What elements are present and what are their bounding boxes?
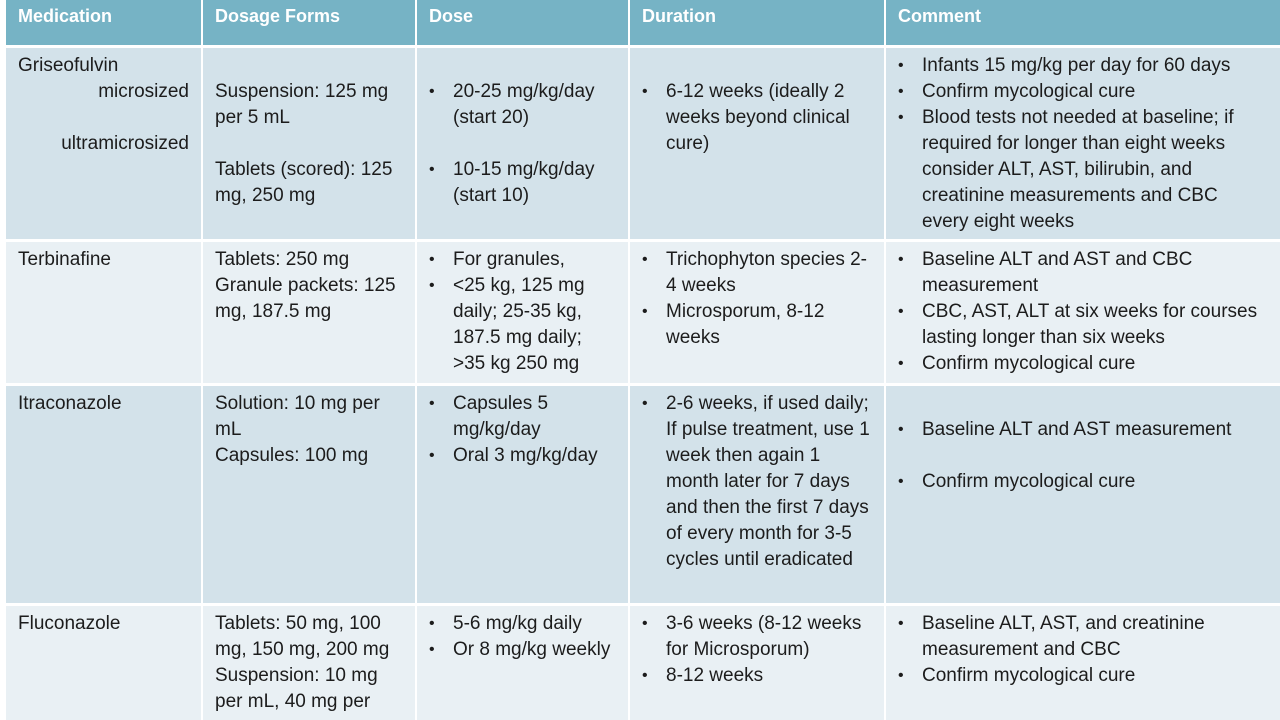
medication-subform: ultramicrosized	[61, 132, 189, 154]
table-row-griseofulvin	[6, 46, 1280, 240]
spacer	[429, 53, 616, 79]
comment-list	[898, 469, 1268, 495]
duration-item: • Microsporum, 8-12 weeks	[642, 299, 872, 351]
dose-item: • 20-25 mg/kg/day (start 20)	[429, 79, 616, 131]
dosage-form: Granule packets: 125 mg, 187.5 mg	[215, 274, 396, 322]
cell-dosage-forms	[202, 384, 416, 604]
header-duration: Duration	[629, 0, 885, 46]
dose-list	[429, 157, 616, 209]
dose-item: • 10-15 mg/kg/day (start 10)	[429, 157, 616, 209]
medication-name: Terbinafine	[18, 248, 111, 270]
cell-comment	[885, 240, 1280, 384]
comment-item: • Confirm mycological cure	[898, 663, 1268, 689]
dosage-form: Suspension: 10 mg per mL, 40 mg per	[215, 664, 378, 712]
spacer	[429, 131, 616, 157]
spacer	[215, 53, 403, 79]
table-row-itraconazole	[6, 384, 1280, 604]
comment-item: • Baseline ALT, AST, and creatinine measurement and CBC	[898, 611, 1268, 663]
spacer	[642, 53, 872, 79]
comment-item: • Confirm mycological cure	[898, 351, 1268, 377]
slide	[6, 0, 1280, 720]
dose-list	[429, 79, 616, 131]
comment-list	[898, 53, 1268, 235]
cell-medication	[6, 240, 202, 384]
duration-list	[642, 247, 872, 351]
duration-item: • 6-12 weeks (ideally 2 weeks beyond clinical cure)	[642, 79, 872, 157]
duration-item: • 8-12 weeks	[642, 663, 872, 689]
dose-item: • For granules,	[429, 247, 616, 273]
medication-name: Griseofulvin	[18, 54, 119, 76]
dose-list	[429, 247, 616, 377]
dosage-form: Suspension: 125 mg per 5 mL	[215, 80, 389, 128]
comment-item: • Confirm mycological cure	[898, 469, 1268, 495]
cell-dosage-forms	[202, 604, 416, 720]
comment-item: • Confirm mycological cure	[898, 79, 1268, 105]
cell-duration	[629, 46, 885, 240]
cell-comment	[885, 384, 1280, 604]
dose-list	[429, 611, 616, 663]
cell-medication	[6, 384, 202, 604]
spacer	[898, 391, 1268, 417]
comment-item: • Baseline ALT and AST measurement	[898, 417, 1268, 443]
duration-list	[642, 79, 872, 157]
header-medication: Medication	[6, 0, 202, 46]
dosage-form: Tablets: 250 mg	[215, 248, 350, 270]
medication-name: Fluconazole	[18, 612, 121, 634]
cell-duration	[629, 240, 885, 384]
header-dosage-forms: Dosage Forms	[202, 0, 416, 46]
spacer	[898, 443, 1268, 469]
cell-dosage-forms	[202, 46, 416, 240]
cell-comment	[885, 604, 1280, 720]
dosage-form: Capsules: 100 mg	[215, 444, 369, 466]
dose-item: • Capsules 5 mg/kg/day	[429, 391, 616, 443]
table-row-fluconazole	[6, 604, 1280, 720]
table-header-row	[6, 0, 1280, 46]
comment-list	[898, 417, 1268, 443]
dose-item: • <25 kg, 125 mg daily; 25-35 kg, 187.5 mg daily; >35 kg 250 mg	[429, 273, 616, 377]
dose-list	[429, 391, 616, 469]
comment-item: • CBC, AST, ALT at six weeks for courses lasting longer than six weeks	[898, 299, 1268, 351]
cell-dose	[416, 384, 629, 604]
dose-item: • Oral 3 mg/kg/day	[429, 443, 616, 469]
comment-list	[898, 247, 1268, 377]
cell-medication	[6, 46, 202, 240]
cell-comment	[885, 46, 1280, 240]
table-row-terbinafine	[6, 240, 1280, 384]
duration-list	[642, 611, 872, 689]
header-comment: Comment	[885, 0, 1280, 46]
antifungal-medication-table	[6, 0, 1280, 720]
cell-dose	[416, 46, 629, 240]
duration-list	[642, 391, 872, 573]
dosage-form: Tablets (scored): 125 mg, 250 mg	[215, 158, 393, 206]
comment-item: • Infants 15 mg/kg per day for 60 days	[898, 53, 1268, 79]
medication-subform: microsized	[98, 80, 189, 102]
cell-duration	[629, 384, 885, 604]
comment-list	[898, 611, 1268, 689]
dosage-form: Solution: 10 mg per mL	[215, 392, 380, 440]
duration-item: • Trichophyton species 2-4 weeks	[642, 247, 872, 299]
comment-item: • Baseline ALT and AST and CBC measurement	[898, 247, 1268, 299]
header-dose: Dose	[416, 0, 629, 46]
duration-item: • 2-6 weeks, if used daily; If pulse treatment, use 1 week then again 1 month later for 7 days and then the first 7 days of every month for 3-5 cycles until eradicated	[642, 391, 872, 573]
cell-dose	[416, 240, 629, 384]
dose-item: • Or 8 mg/kg weekly	[429, 637, 616, 663]
cell-duration	[629, 604, 885, 720]
cell-dose	[416, 604, 629, 720]
cell-medication	[6, 604, 202, 720]
comment-item: • Blood tests not needed at baseline; if required for longer than eight weeks consider ALT, AST, bilirubin, and creatinine measurements and CBC every eight weeks	[898, 105, 1268, 235]
cell-dosage-forms	[202, 240, 416, 384]
dosage-form: Tablets: 50 mg, 100 mg, 150 mg, 200 mg	[215, 612, 390, 660]
dose-item: • 5-6 mg/kg daily	[429, 611, 616, 637]
duration-item: • 3-6 weeks (8-12 weeks for Microsporum)	[642, 611, 872, 663]
medication-name: Itraconazole	[18, 392, 122, 414]
spacer	[215, 131, 403, 157]
spacer	[18, 105, 189, 131]
